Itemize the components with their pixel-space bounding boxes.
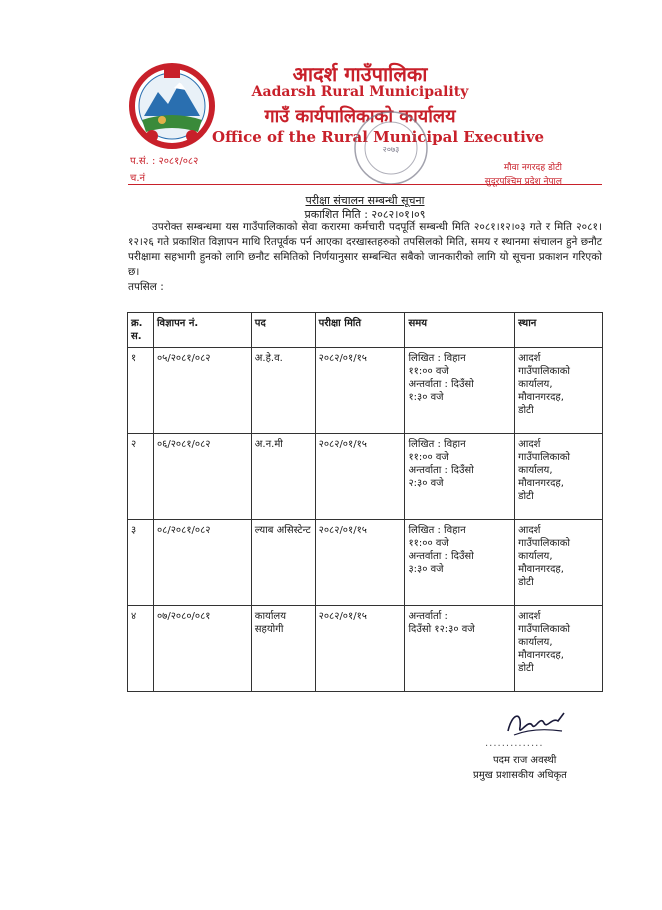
- office-name-en: Office of the Rural Municipal Executive: [212, 128, 545, 146]
- header-sn: क्र. स.: [128, 313, 154, 348]
- signatory-name: पदम राज अवस्थी: [493, 755, 557, 766]
- cell-post: अ.न.मी: [251, 434, 315, 520]
- header-time: समय: [405, 313, 515, 348]
- signatory-designation: प्रमुख प्रशासकीय अधिकृत: [473, 770, 567, 781]
- address-line-2: सुदूरपश्चिम प्रदेश नेपाल: [484, 177, 562, 187]
- exam-schedule-table: [127, 312, 603, 692]
- cell-place: आदर्श गाउँपालिकाको कार्यालय, मौवानगरदह, डोटी: [515, 434, 603, 520]
- header-ad-no: विज्ञापन नं.: [153, 313, 251, 348]
- signature-line: ..............: [485, 738, 544, 749]
- cell-time: लिखित : विहान ११:०० वजे अन्तर्वाता : दिउँसो २:३० वजे: [405, 434, 515, 520]
- nepal-emblem-icon: [122, 58, 222, 150]
- cell-ad-no: ०५/२०८१/०८२: [153, 348, 251, 434]
- notice-body: उपरोक्त सम्बन्धमा यस गाउँपालिकाको सेवा करारमा कर्मचारी पदपूर्ति सम्बन्धी मिति २०८१।१२।०३ गते र मिति २०८१।१२।२६ गते प्रकाशित विज्ञापन माथि रितपूर्वक पर्न आएका दरखास्तहरुको तपसिलको मिति, समय र स्थानमा संचालन हुने छनौट परीक्षामा सहभागी हुनको लागि छनौट समितिको निर्णयानुसार सम्बन्धित सबैको जानकारीको लागि यो सूचना प्रकाशन गरिएको छ। तपसिल :: [128, 221, 602, 293]
- header-divider: [128, 184, 602, 185]
- reference-number: प.सं. : २०८१/०८२: [130, 156, 199, 167]
- cell-sn: ४: [128, 606, 154, 692]
- cell-sn: १: [128, 348, 154, 434]
- cell-place: आदर्श गाउँपालिकाको कार्यालय, मौवानगरदह, डोटी: [515, 348, 603, 434]
- cell-sn: ३: [128, 520, 154, 606]
- address-line-1: मौवा नगरदह डोटी: [503, 163, 562, 173]
- cell-date: २०८२/०१/१५: [315, 348, 405, 434]
- notice-title: परीक्षा संचालन सम्बन्धी सूचना: [305, 194, 425, 207]
- cell-post: कार्यालय सहयोगी: [251, 606, 315, 692]
- tapasil-label: तपसिल :: [128, 281, 164, 293]
- dispatch-number: च.नं: [130, 173, 146, 184]
- cell-place: आदर्श गाउँपालिकाको कार्यालय, मौवानगरदह, डोटी: [515, 606, 603, 692]
- cell-ad-no: ०८/२०८१/०८२: [153, 520, 251, 606]
- cell-time: अन्तर्वार्ता : दिउँसो १२:३० वजे: [405, 606, 515, 692]
- office-name-np: गाउँ कार्यपालिकाको कार्यालय: [264, 106, 456, 127]
- cell-post: ल्याब असिस्टेन्ट: [251, 520, 315, 606]
- header-date: परीक्षा मिति: [315, 313, 405, 348]
- cell-sn: २: [128, 434, 154, 520]
- table-row: [128, 520, 603, 606]
- cell-date: २०८२/०१/१५: [315, 606, 405, 692]
- header-post: पद: [251, 313, 315, 348]
- table-header-row: [128, 313, 603, 348]
- header-place: स्थान: [515, 313, 603, 348]
- table-row: [128, 348, 603, 434]
- cell-date: २०८२/०१/१५: [315, 520, 405, 606]
- cell-ad-no: ०७/२०८०/०८१: [153, 606, 251, 692]
- cell-time: लिखित : विहान ११:०० वजे अन्तर्वाता : दिउँसो ३:३० वजे: [405, 520, 515, 606]
- cell-time: लिखित : विहान ११:०० वजे अन्तर्वाता : दिउँसो १:३० वजे: [405, 348, 515, 434]
- published-date: प्रकाशित मिति : २०८२।०१।०९: [304, 208, 426, 221]
- cell-date: २०८२/०१/१५: [315, 434, 405, 520]
- cell-post: अ.हे.व.: [251, 348, 315, 434]
- cell-ad-no: ०६/२०८१/०८२: [153, 434, 251, 520]
- office-stamp-icon: [345, 108, 437, 188]
- cell-place: आदर्श गाउँपालिकाको कार्यालय, मौवानगरदह, डोटी: [515, 520, 603, 606]
- table-row: [128, 434, 603, 520]
- municipality-name-np: आदर्श गाउँपालिका: [292, 62, 428, 86]
- municipality-name-en: Aadarsh Rural Municipality: [251, 84, 469, 100]
- stamp-year: २०७३: [382, 145, 400, 154]
- table-row: [128, 606, 603, 692]
